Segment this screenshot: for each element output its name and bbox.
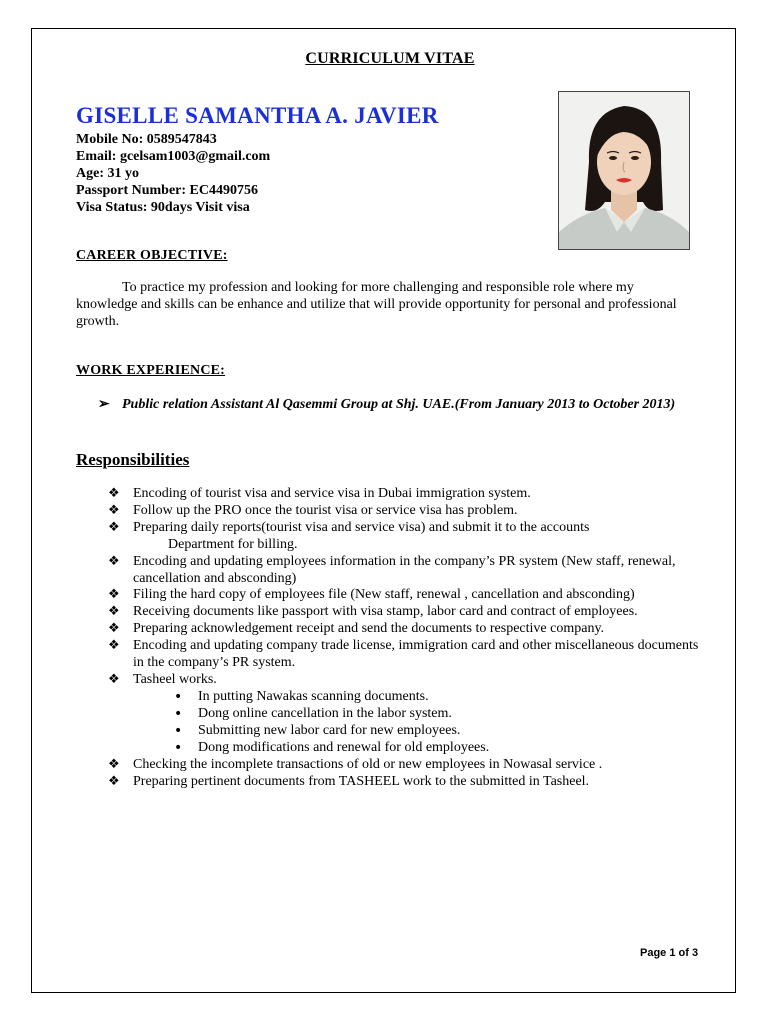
responsibility-text: Receiving documents like passport with visa stamp, labor card and contract of employees. [133,604,638,620]
responsibility-text: Tasheel works. [133,671,217,687]
diamond-bullet-icon: ❖ [108,486,120,501]
responsibility-item [108,672,708,689]
responsibility-text: Preparing acknowledgement receipt and send the documents to respective company. [133,621,605,637]
responsibility-text: Filing the hard copy of employees file (New staff, renewal , cancellation and absconding) [133,587,635,603]
diamond-bullet-icon: ❖ [108,671,120,687]
responsibility-item [108,486,708,503]
responsibility-text: Preparing pertinent documents from TASHEEL work to the submitted in Tasheel. [133,774,590,790]
contact-details [76,131,270,216]
career-objective-paragraph [76,279,696,330]
diamond-bullet-icon: ❖ [108,604,120,620]
email-address: Email: gcelsam1003@gmail.com [76,149,271,164]
responsibility-item [108,774,708,791]
candidate-name: GISELLE SAMANTHA A. JAVIER [76,103,439,128]
diamond-bullet-icon: ❖ [108,519,120,535]
responsibility-item [108,554,708,588]
diamond-bullet-icon: ❖ [108,587,120,603]
responsibility-continuation: Department for billing. [168,536,298,552]
responsibility-item [108,604,708,621]
subitem-text: Dong online cancellation in the labor system. [198,705,452,721]
diamond-bullet-icon: ❖ [108,638,120,654]
responsibility-text: Encoding of tourist visa and service visa in Dubai immigration system. [133,486,531,501]
diamond-bullet-icon: ❖ [108,502,120,518]
tasheel-subitems [108,689,708,757]
job-title: Public relation Assistant Al Qasemmi Group at Shj. UAE.(From January 2013 to October 2013) [122,397,676,412]
responsibility-item [108,503,708,520]
diamond-bullet-icon: ❖ [108,756,120,772]
responsibility-text: Preparing daily reports(tourist visa and service visa) and submit it to the accounts [133,519,590,535]
work-experience-heading: WORK EXPERIENCE: [76,363,226,378]
subitem [172,723,708,740]
career-objective-heading: CAREER OBJECTIVE: [76,248,228,263]
responsibilities-list [108,486,708,791]
subitem-text: In putting Nawakas scanning documents. [198,688,429,704]
responsibility-item [108,520,708,554]
subitem [172,706,708,723]
bullet-dot-icon: • [174,722,183,739]
bullet-dot-icon: • [174,688,183,705]
career-objective-text: To practice my profession and looking for more challenging and responsible role where my knowledge and skills can be enhance and utilize that will provide opportunity for personal and professional growth. [76,280,677,329]
job-entry [98,396,710,413]
responsibility-item [108,587,708,604]
passport-number: Passport Number: EC4490756 [76,183,258,198]
responsibility-text: Encoding and updating company trade license, immigration card and other miscellaneous documents in the company’s PR system. [133,638,699,671]
responsibility-item [108,638,708,672]
bullet-dot-icon: • [174,705,183,722]
responsibility-item [108,757,708,774]
subitem-text: Submitting new labor card for new employees. [198,722,461,738]
responsibility-text: Follow up the PRO once the tourist visa or service visa has problem. [133,502,518,518]
visa-status: Visa Status: 90days Visit visa [76,200,250,215]
mobile-number: Mobile No: 0589547843 [76,132,217,147]
responsibility-text: Encoding and updating employees information in the company’s PR system (New staff, renewal, cancellation and absconding) [133,553,676,586]
page-number: Page 1 of 3 [640,947,699,959]
arrow-bullet-icon: ➢ [98,397,110,412]
profile-photo [558,91,690,250]
diamond-bullet-icon: ❖ [108,774,120,790]
bullet-dot-icon: • [174,739,183,756]
diamond-bullet-icon: ❖ [108,621,120,637]
subitem [172,740,708,757]
responsibility-item [108,621,708,638]
responsibilities-heading: Responsibilities [76,450,190,469]
document-title: CURRICULUM VITAE [305,50,475,67]
subitem [172,689,708,706]
diamond-bullet-icon: ❖ [108,553,120,569]
age: Age: 31 yo [76,166,139,181]
responsibility-text: Checking the incomplete transactions of old or new employees in Nowasal service . [133,756,603,772]
subitem-text: Dong modifications and renewal for old employees. [198,739,490,755]
